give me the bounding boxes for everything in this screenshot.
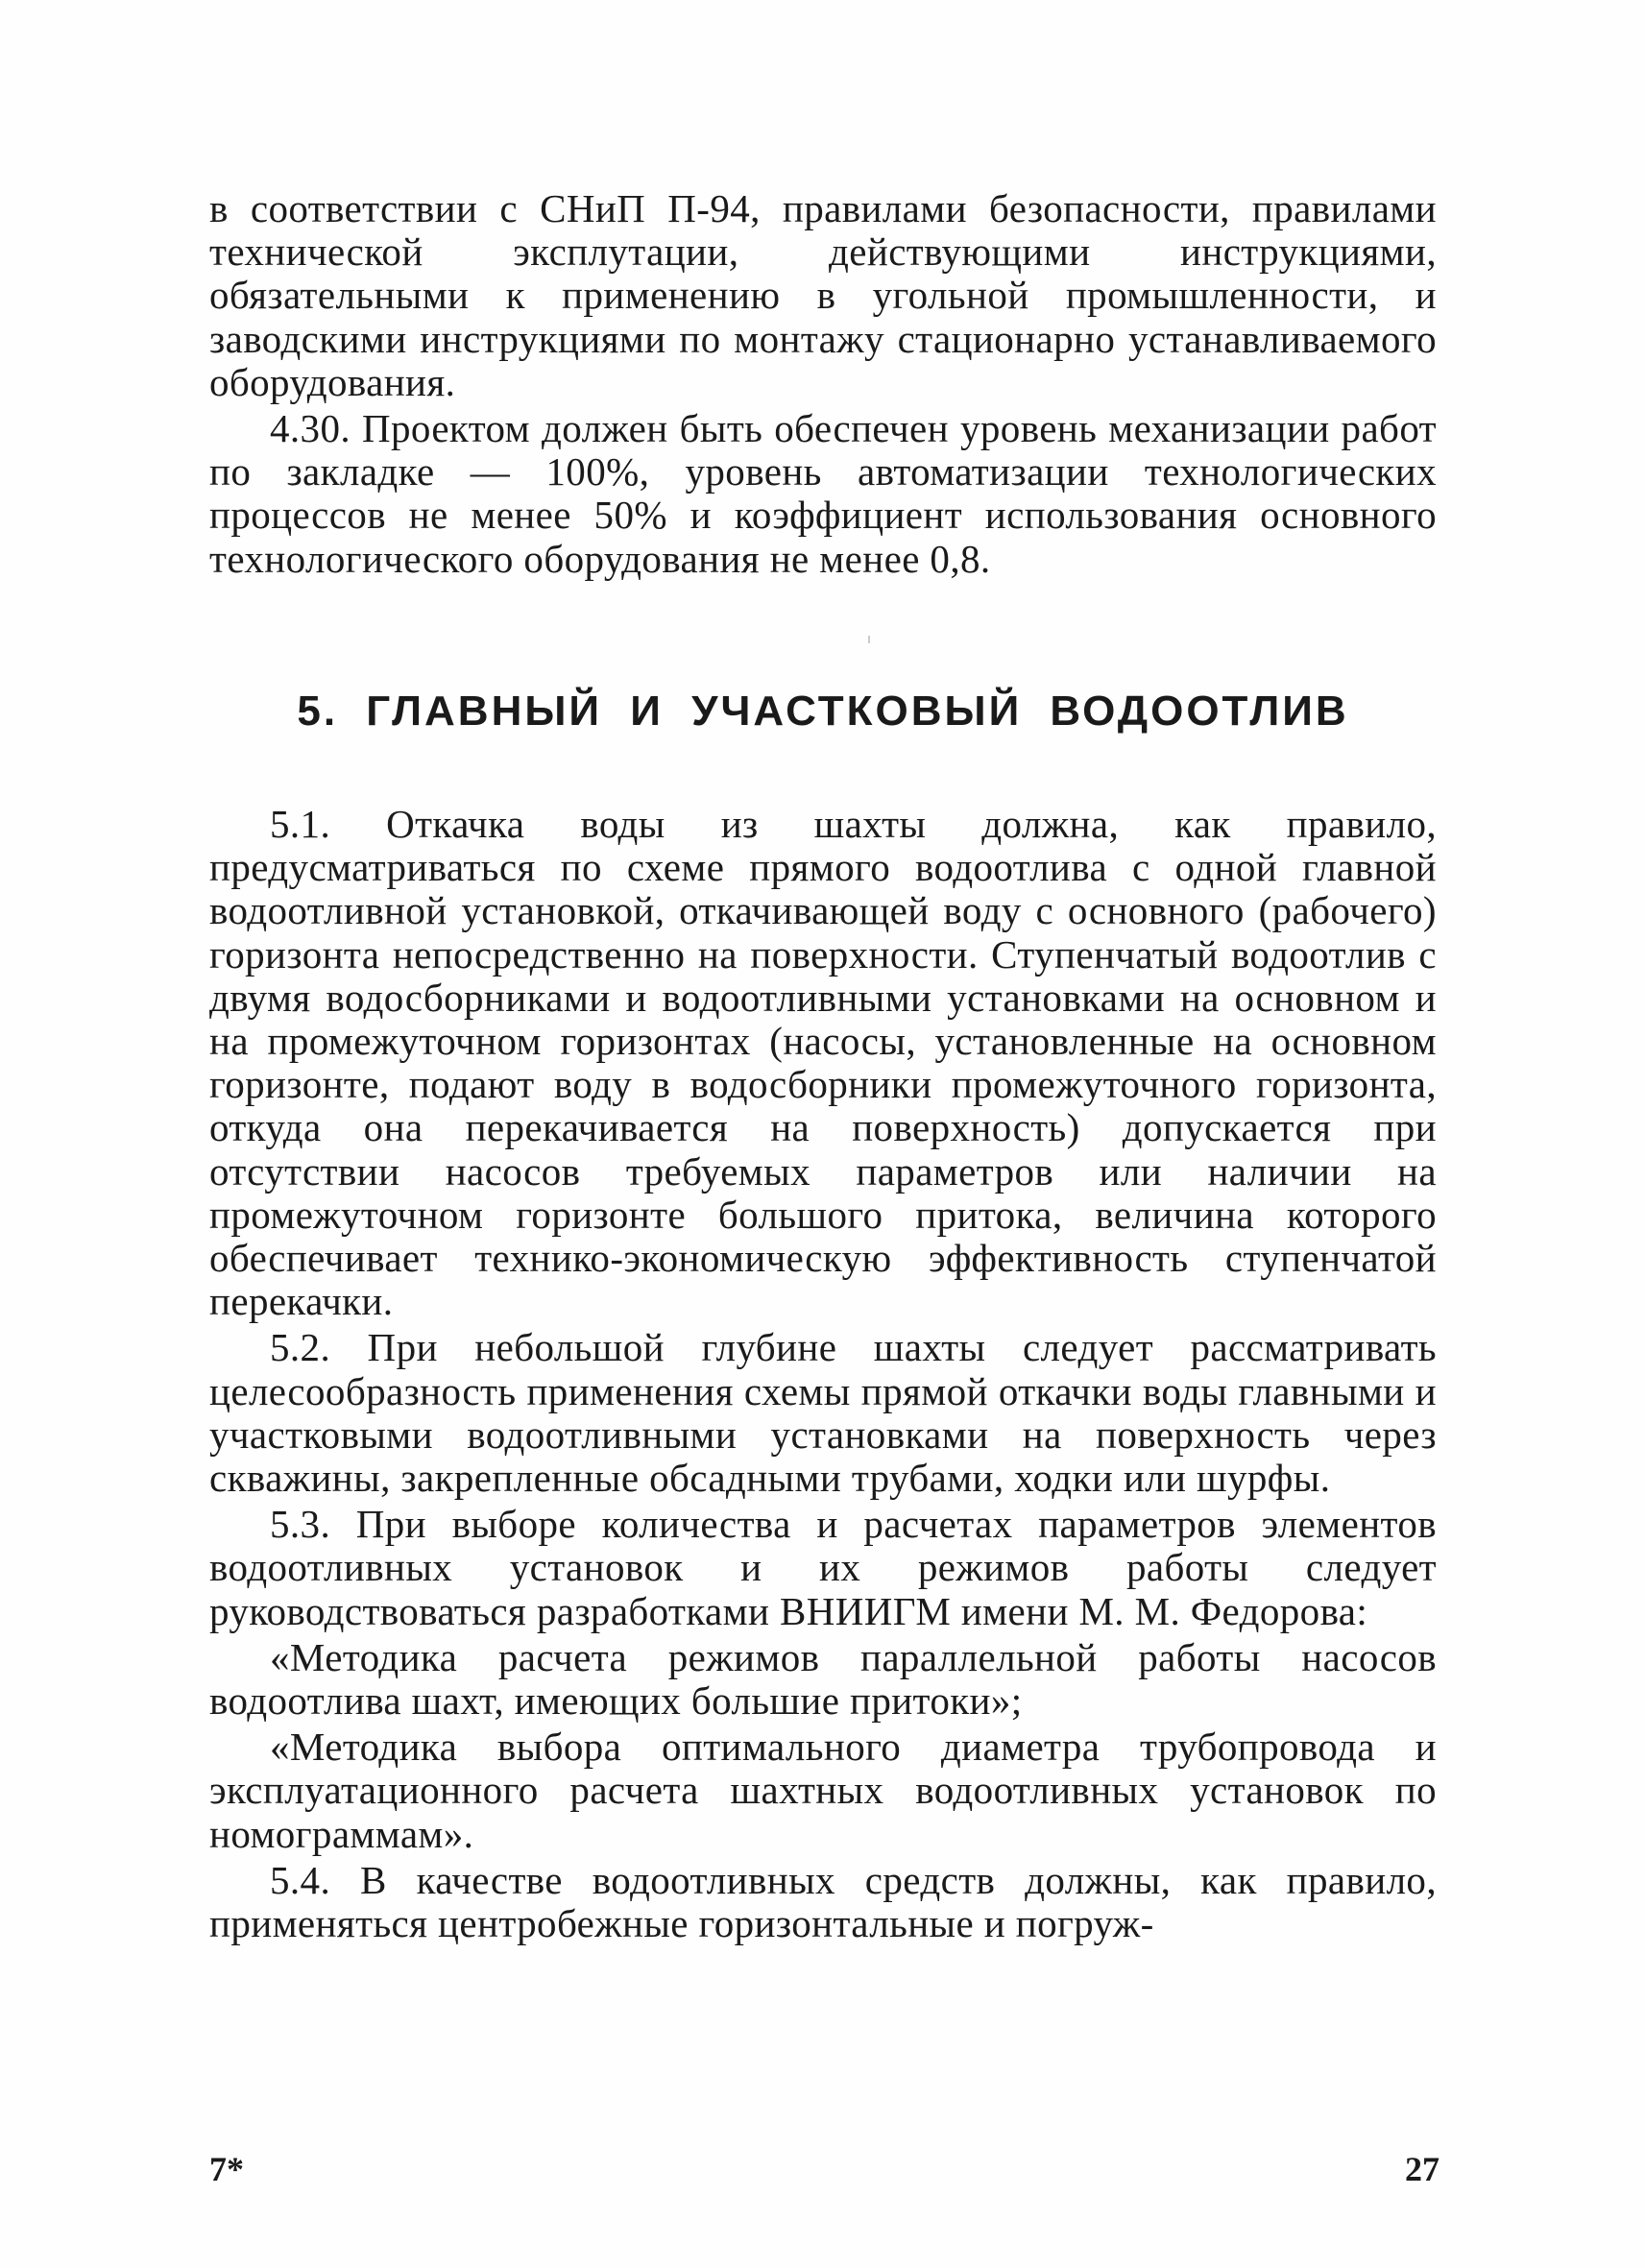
- page-number: 27: [1405, 2150, 1439, 2188]
- paragraph-5-1: 5.1. Откачка воды из шахты должна, как правило, предусматриваться по схеме прямого водоотлива с одной главной водоотливной установкой, откачивающей воду с основного (рабочего) горизонта непосредственно на поверхности. Ступенчатый водоотлив с двумя водосборниками и водоотливными установками на основном и на промежуточном горизонтах (насосы, установленные на основном горизонте, подают воду в водосборники промежуточного горизонта, откуда она перекачивается на поверхность) допускается при отсутствии насосов требуемых параметров или наличии на промежуточном горизонте большого притока, величина которого обеспечивает технико-экономическую эффективность ступенчатой перекачки.: [209, 802, 1437, 1324]
- section-5-body: [209, 803, 1437, 1945]
- scan-speck: [868, 636, 870, 643]
- section-4-continuation: [209, 187, 1437, 581]
- signature-mark: 7*: [209, 2150, 244, 2188]
- section-5-heading: 5. ГЛАВНЫЙ И УЧАСТКОВЫЙ ВОДООТЛИВ: [297, 688, 1349, 735]
- paragraph-4-29-tail: в соответствии с СНиП П-94, правилами безопасности, правилами технической эксплутации, действующими инструкциями, обязательными к применению в угольной промышленности, и заводскими инструкциями по монтажу стационарно устанавливаемого оборудования.: [209, 186, 1437, 404]
- quote-methodology-1: «Методика расчета режимов параллельной работы насосов водоотлива шахт, имеющих большие притоки»;: [209, 1634, 1437, 1724]
- paragraph-5-3: 5.3. При выборе количества и расчетах параметров элементов водоотливных установок и их режимов работы следует руководствоваться разработками ВНИИГМ имени М. М. Федорова:: [209, 1502, 1437, 1633]
- paragraph-5-4: 5.4. В качестве водоотливных средств должны, как правило, применяться центробежные горизонтальные и погруж-: [209, 1857, 1437, 1946]
- paragraph-5-2: 5.2. При небольшой глубине шахты следует рассматривать целесообразность применения схемы прямой откачки воды главными и участковыми водоотливными установками на поверхность через скважины, закрепленные обсадными трубами, ходки или шурфы.: [209, 1325, 1437, 1501]
- quote-methodology-2: «Методика выбора оптимального диаметра трубопровода и эксплуатационного расчета шахтных водоотливных установок по номограммам».: [209, 1725, 1437, 1856]
- paragraph-4-30: 4.30. Проектом должен быть обеспечен уровень механизации работ по закладке — 100%, уровень автоматизации технологических процессов не менее 50% и коэффициент использования основного технологического оборудования не менее 0,8.: [209, 406, 1437, 581]
